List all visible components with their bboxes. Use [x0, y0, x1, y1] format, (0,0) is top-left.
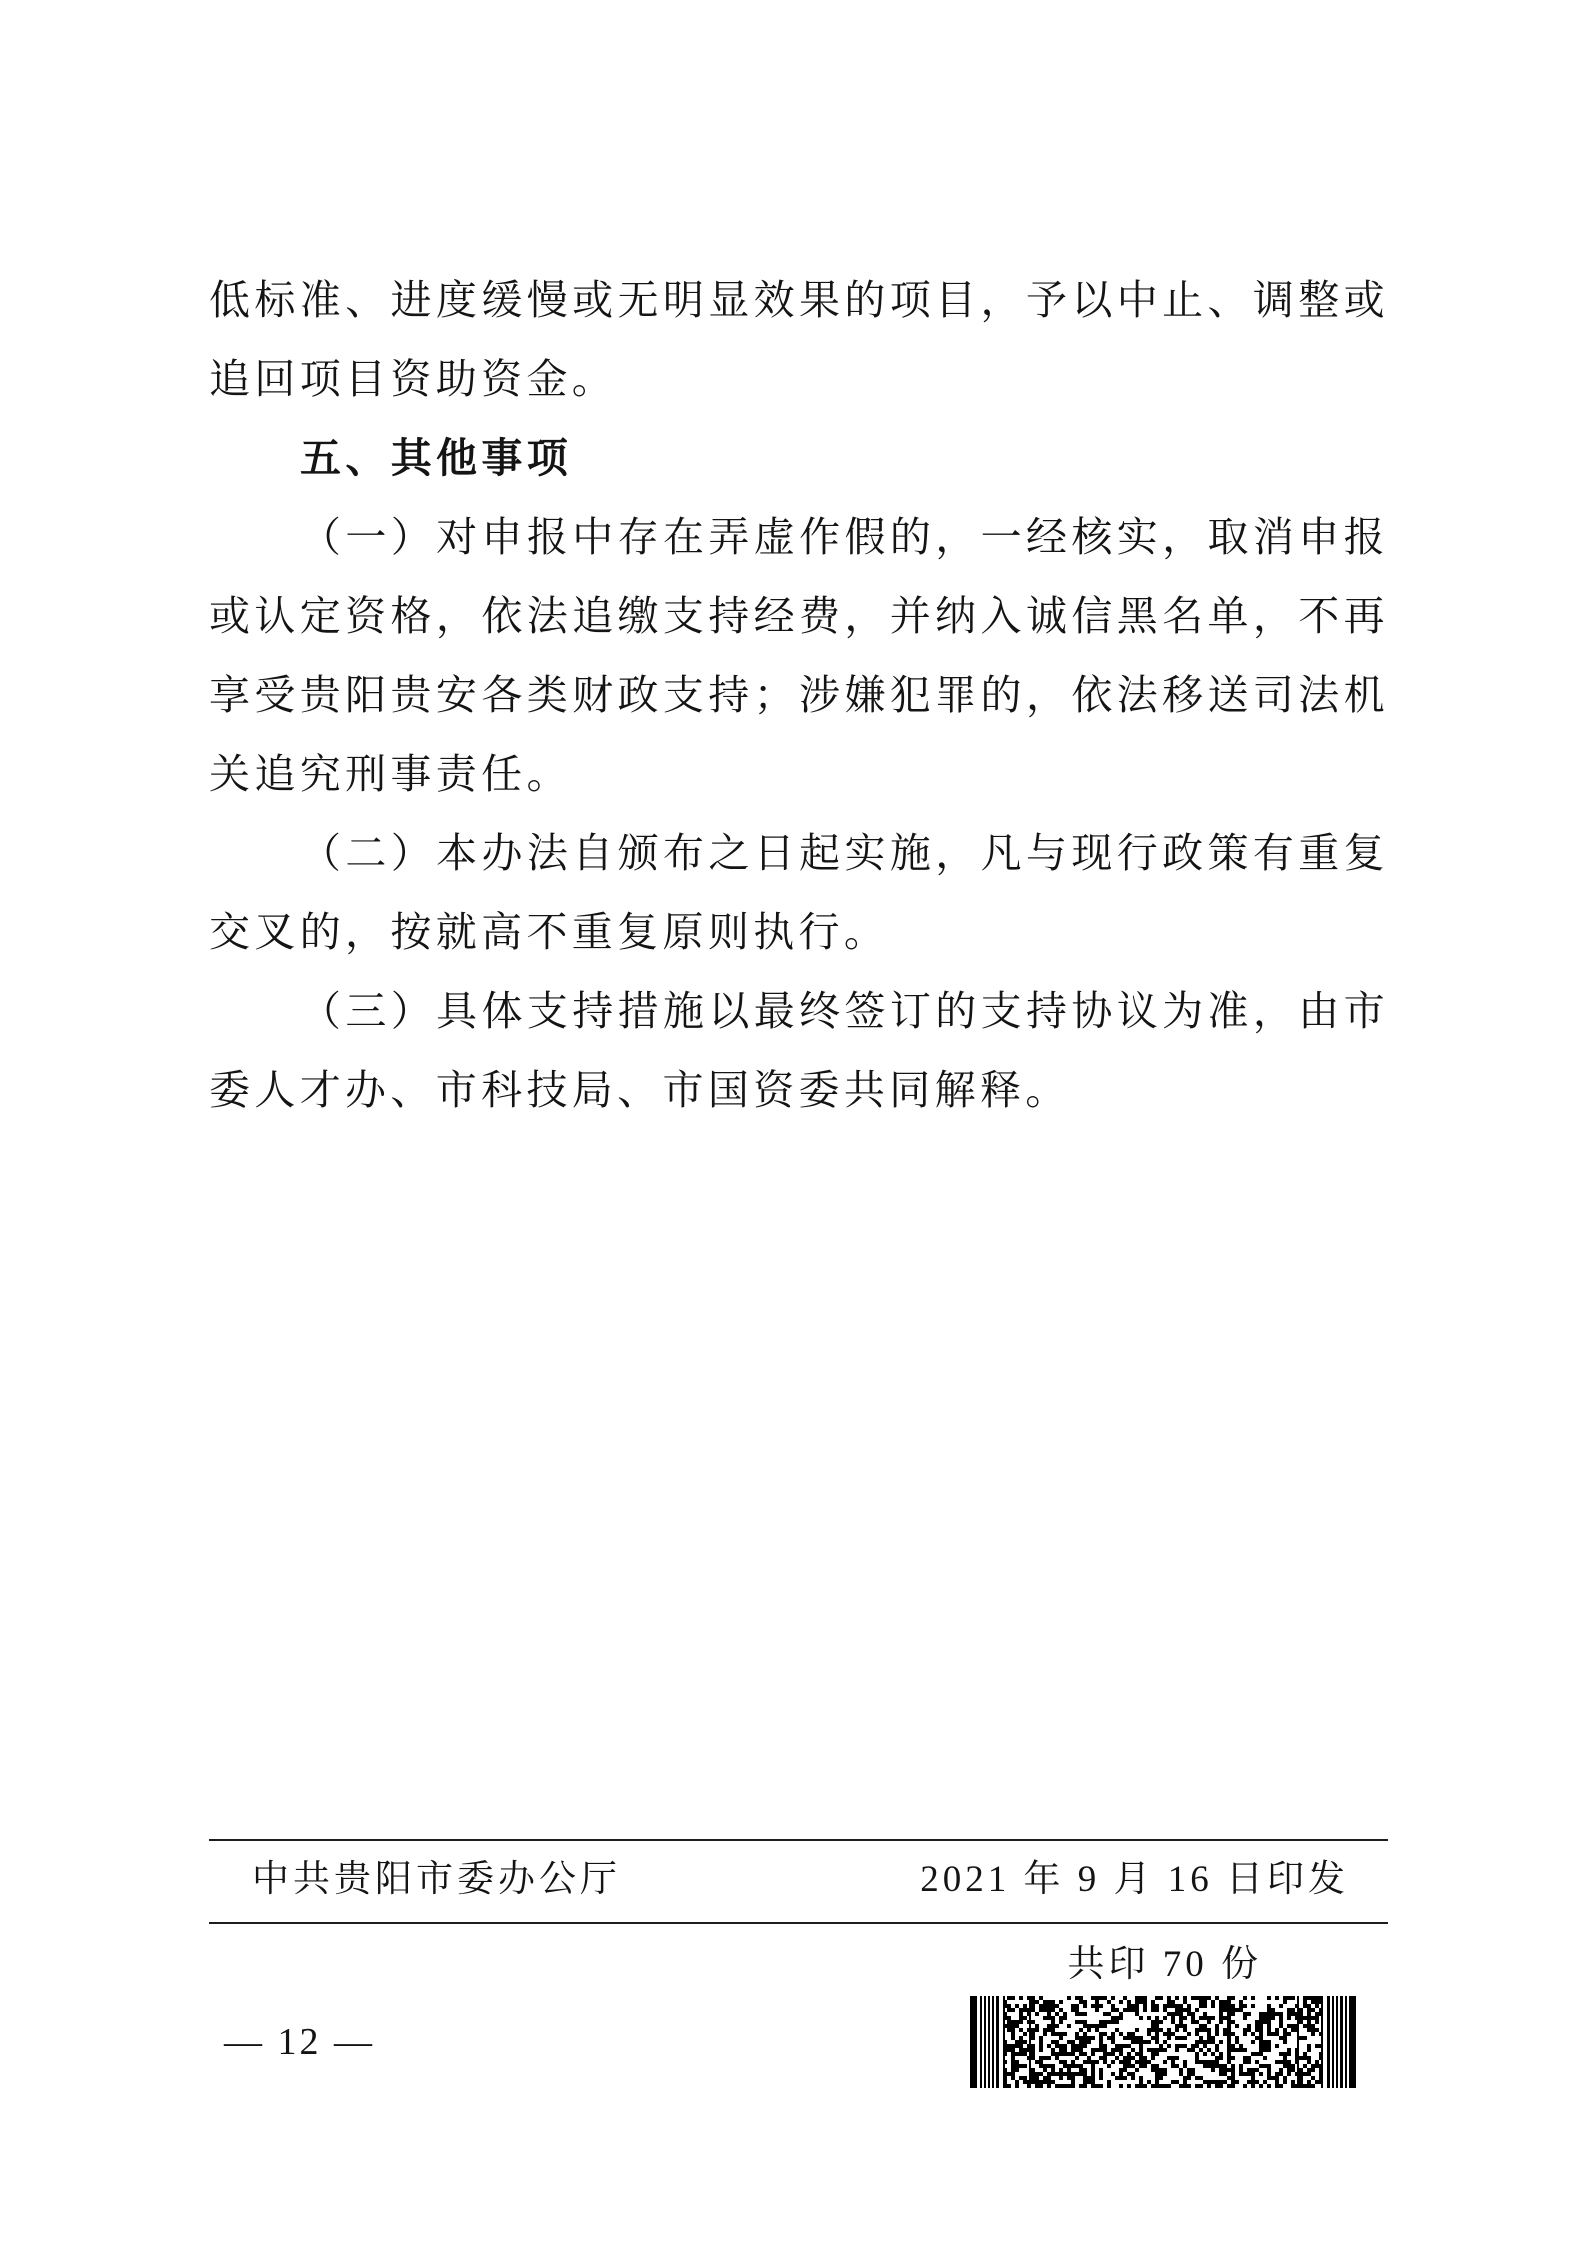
barcode-image [970, 1996, 1356, 2088]
body-line: （二）本办法自颁布之日起实施，凡与现行政策有重复 [300, 829, 1389, 877]
list-item [209, 814, 1389, 972]
body-line: 交叉的，按就高不重复原则执行。 [209, 908, 890, 956]
body-line: 委人才办、市科技局、市国资委共同解释。 [209, 1066, 1071, 1114]
body-line: 低标准、进度缓慢或无明显效果的项目，予以中止、调整或 [209, 276, 1389, 324]
list-item [209, 498, 1389, 814]
imprint-issuer: 中共贵阳市委办公厅 [252, 1859, 621, 1900]
section-heading: 五、其他事项 [300, 434, 573, 482]
imprint-bottom-rule [209, 1922, 1388, 1924]
page-number: — 12 — [224, 2021, 375, 2063]
body-text [209, 261, 1389, 1130]
body-line: 享受贵阳贵安各类财政支持；涉嫌犯罪的，依法移送司法机 [209, 671, 1389, 719]
list-item [209, 972, 1389, 1130]
body-line: （三）具体支持措施以最终签订的支持协议为准，由市 [300, 987, 1389, 1035]
body-line: 或认定资格，依法追缴支持经费，并纳入诚信黑名单，不再 [209, 592, 1389, 640]
body-line: 追回项目资助资金。 [209, 355, 618, 403]
imprint-date: 2021 年 9 月 16 日印发 [920, 1859, 1349, 1900]
body-line: 关追究刑事责任。 [209, 750, 572, 798]
body-line: （一）对申报中存在弄虚作假的，一经核实，取消申报 [300, 513, 1389, 561]
imprint-copies: 共印 70 份 [1067, 1944, 1262, 1985]
imprint-top-rule [209, 1839, 1388, 1841]
